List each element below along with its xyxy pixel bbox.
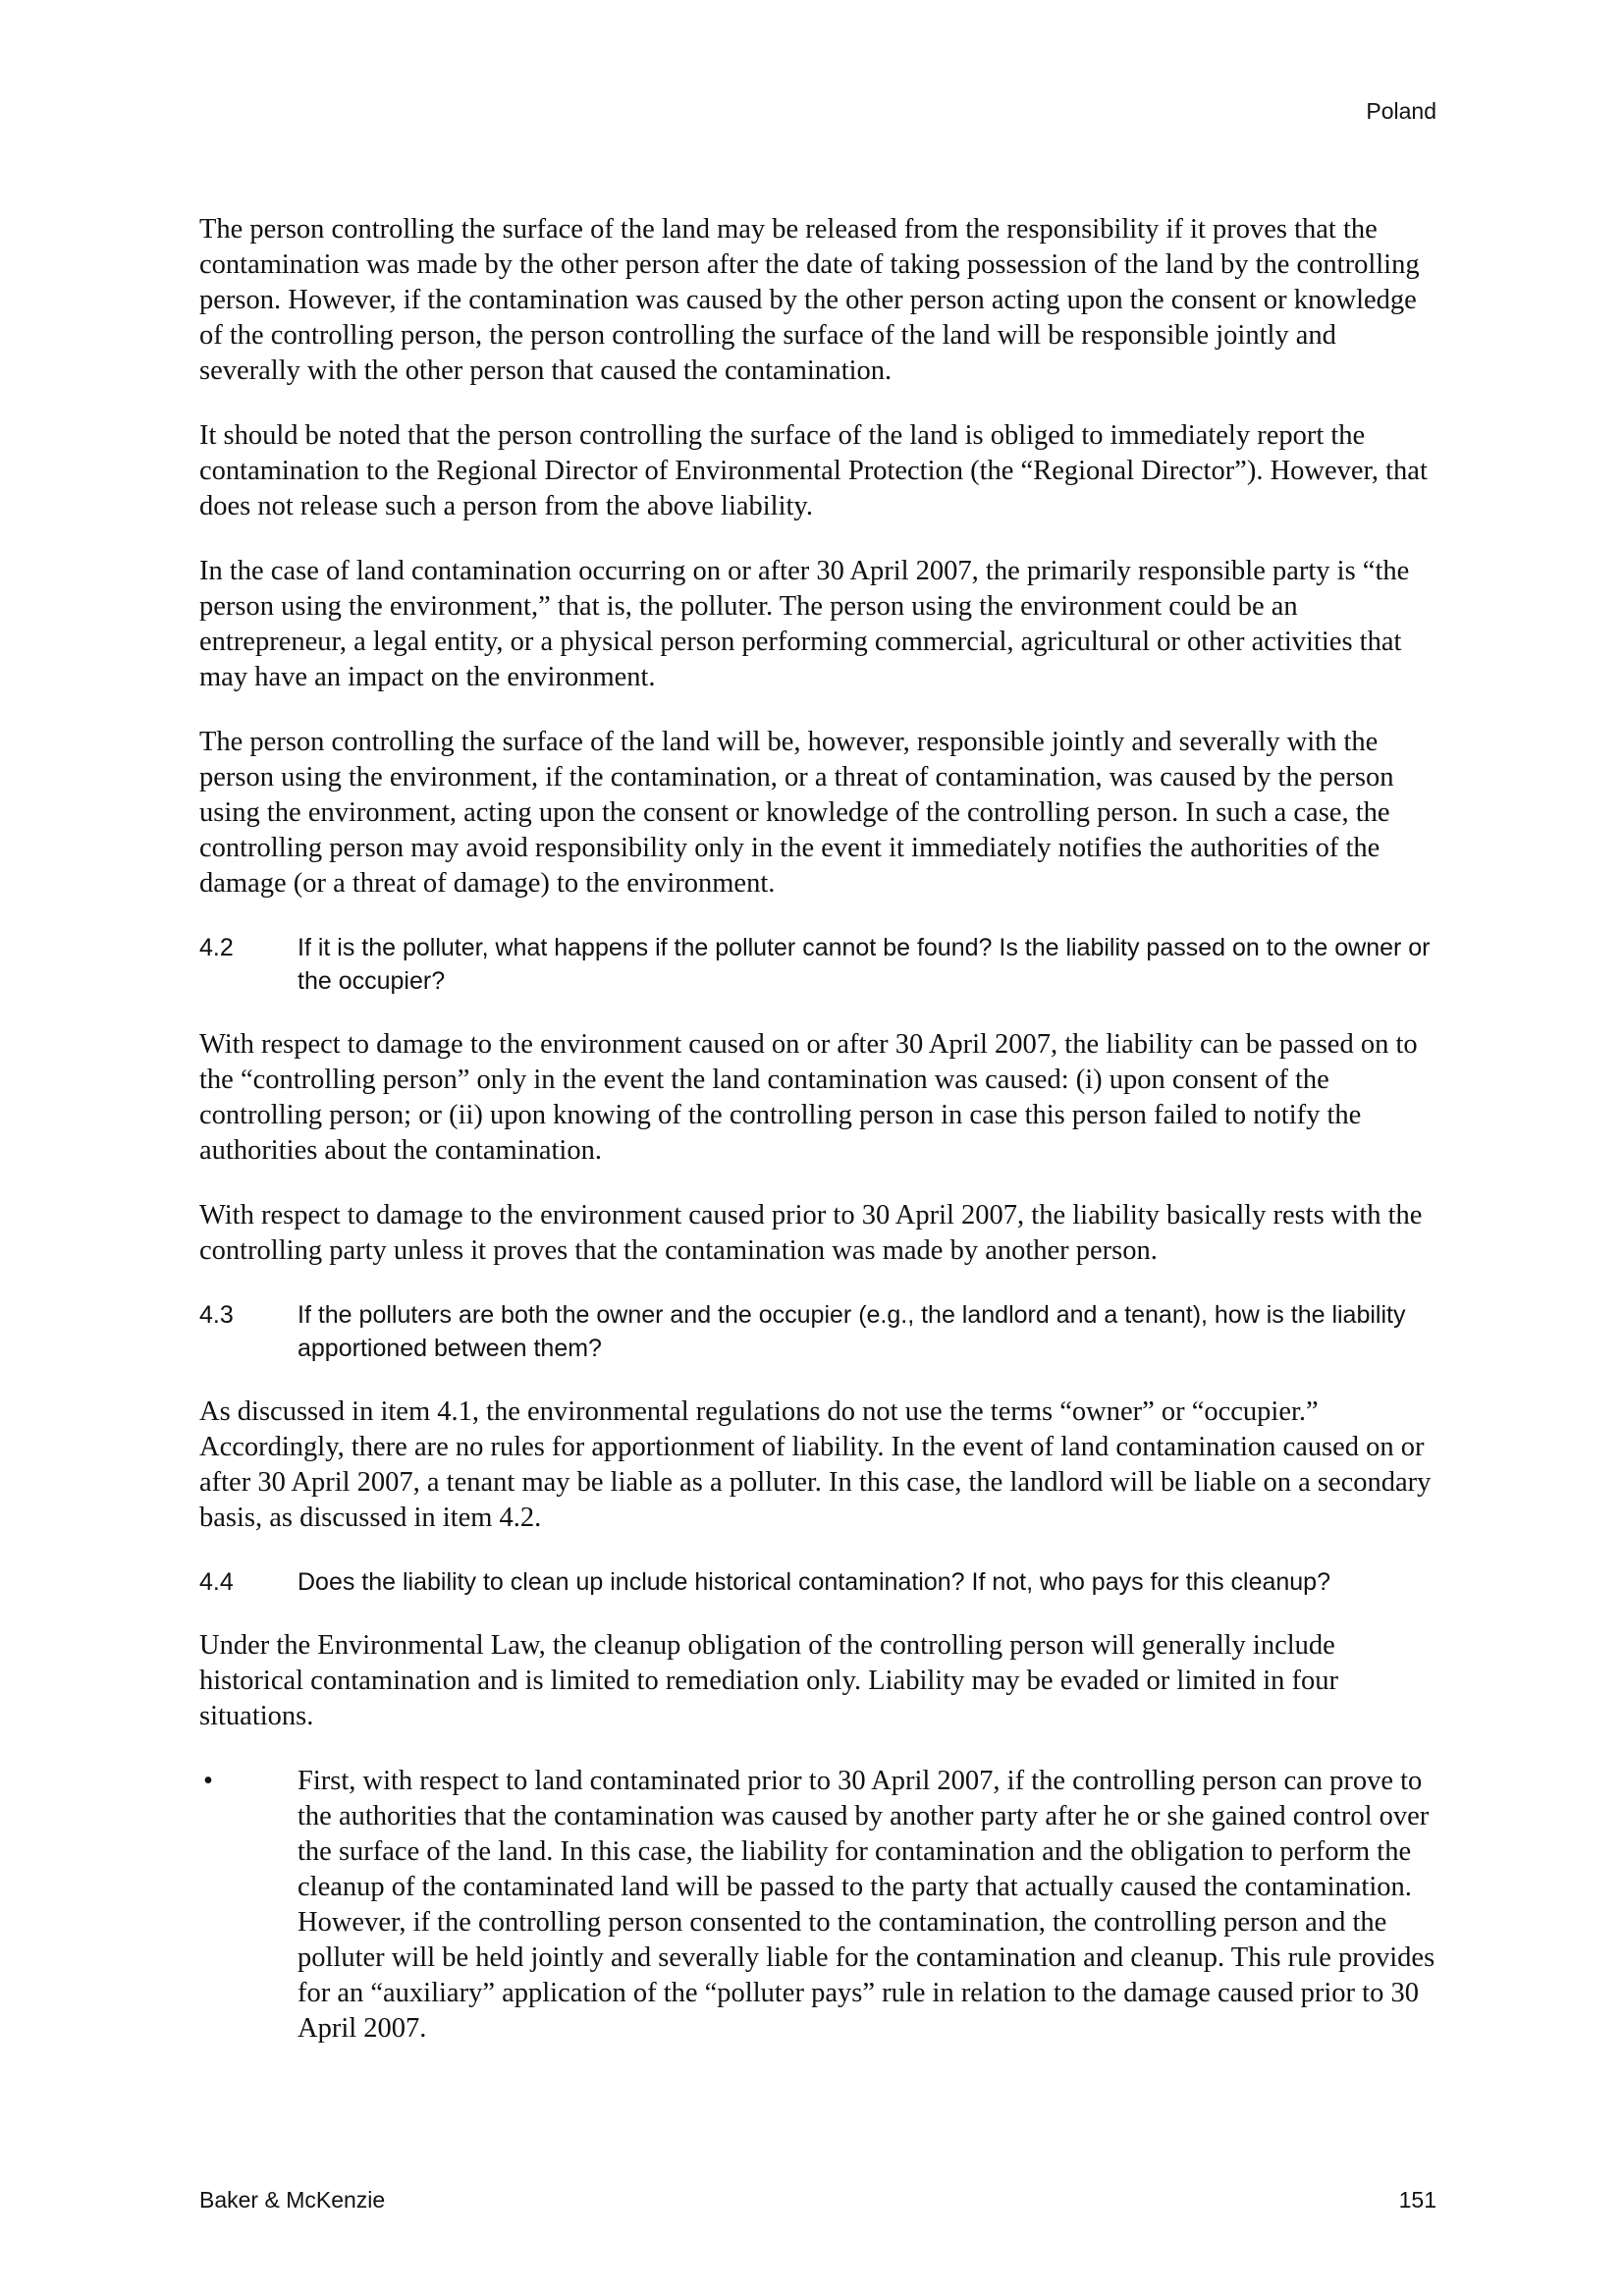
running-header-country: Poland	[1366, 98, 1436, 124]
body-paragraph: As discussed in item 4.1, the environmental regulations do not use the terms “owner” or “occupier.” Accordingly, there are no rules for apportionment of liability. In the event of land contamination caused on or after 30 April 2007, a tenant may be liable as a polluter. In this case, the landlord will be liable on a secondary basis, as discussed in item 4.2.	[199, 1396, 1432, 1533]
body-paragraph: The person controlling the surface of the land will be, however, responsible jointly and severally with the person using the environment, if the contamination, or a threat of contamination, was caused by the person using the environment, acting upon the consent or knowledge of the controlling person. In such a case, the controlling person may avoid responsibility only in the event it immediately notifies the authorities of the damage (or a threat of damage) to the environment.	[199, 727, 1394, 899]
question-heading-4-4	[199, 1565, 1438, 1599]
body-paragraph: The person controlling the surface of the land may be released from the responsibility if it proves that the contamination was made by the other person after the date of taking possession of the land by the controlling person. However, if the contamination was caused by the other person acting upon the consent or knowledge of the controlling person, the person controlling the surface of the land will be responsible jointly and severally with the other person that caused the contamination.	[199, 214, 1420, 386]
question-number: 4.3	[199, 1301, 234, 1329]
footer-firm-name: Baker & McKenzie	[199, 2187, 386, 2213]
page-body	[199, 212, 1438, 2076]
footer-page-number: 151	[1398, 2187, 1436, 2213]
body-paragraph: With respect to damage to the environment caused prior to 30 April 2007, the liability basically rests with the controlling party unless it proves that the contamination was made by another person.	[199, 1200, 1423, 1266]
question-text: Does the liability to clean up include historical contamination? If not, who pays for this cleanup?	[298, 1568, 1330, 1596]
bullet-item	[199, 1764, 1438, 2047]
question-text: If the polluters are both the owner and the occupier (e.g., the landlord and a tenant), how is the liability apportioned between them?	[298, 1301, 1406, 1362]
body-paragraph: With respect to damage to the environment caused on or after 30 April 2007, the liability can be passed on to the “controlling person” only in the event the land contamination was caused: (i) upon consent of the controlling person; or (ii) upon knowing of the controlling person in case this person failed to notify the authorities about the contamination.	[199, 1029, 1418, 1166]
bullet-text: First, with respect to land contaminated prior to 30 April 2007, if the controlling person can prove to the authorities that the contamination was caused by another party after he or she gained control over the surface of the land. In this case, the liability for contamination and the obligation to perform the cleanup of the contaminated land will be passed to the party that actually caused the contamination. However, if the controlling person consented to the contamination, the controlling person and the polluter will be held jointly and severally liable for the contamination and cleanup. This rule provides for an “auxiliary” application of the “polluter pays” rule in relation to the damage caused prior to 30 April 2007.	[298, 1766, 1435, 2044]
question-heading-4-2	[199, 931, 1438, 998]
body-paragraph: In the case of land contamination occurring on or after 30 April 2007, the primarily responsible party is “the person using the environment,” that is, the polluter. The person using the environment could be an entrepreneur, a legal entity, or a physical person performing commercial, agricultural or other activities that may have an impact on the environment.	[199, 556, 1410, 692]
question-number: 4.2	[199, 934, 234, 961]
body-paragraph: It should be noted that the person controlling the surface of the land is obliged to immediately report the contamination to the Regional Director of Environmental Protection (the “Regional Director”). However, that does not release such a person from the above liability.	[199, 420, 1428, 521]
body-paragraph: Under the Environmental Law, the cleanup obligation of the controlling person will generally include historical contamination and is limited to remediation only. Liability may be evaded or limited in four situations.	[199, 1630, 1339, 1731]
question-heading-4-3	[199, 1298, 1438, 1365]
question-number: 4.4	[199, 1568, 234, 1596]
question-text: If it is the polluter, what happens if the polluter cannot be found? Is the liability passed on to the owner or the occupier?	[298, 934, 1431, 995]
bullet-icon: •	[203, 1766, 213, 1796]
